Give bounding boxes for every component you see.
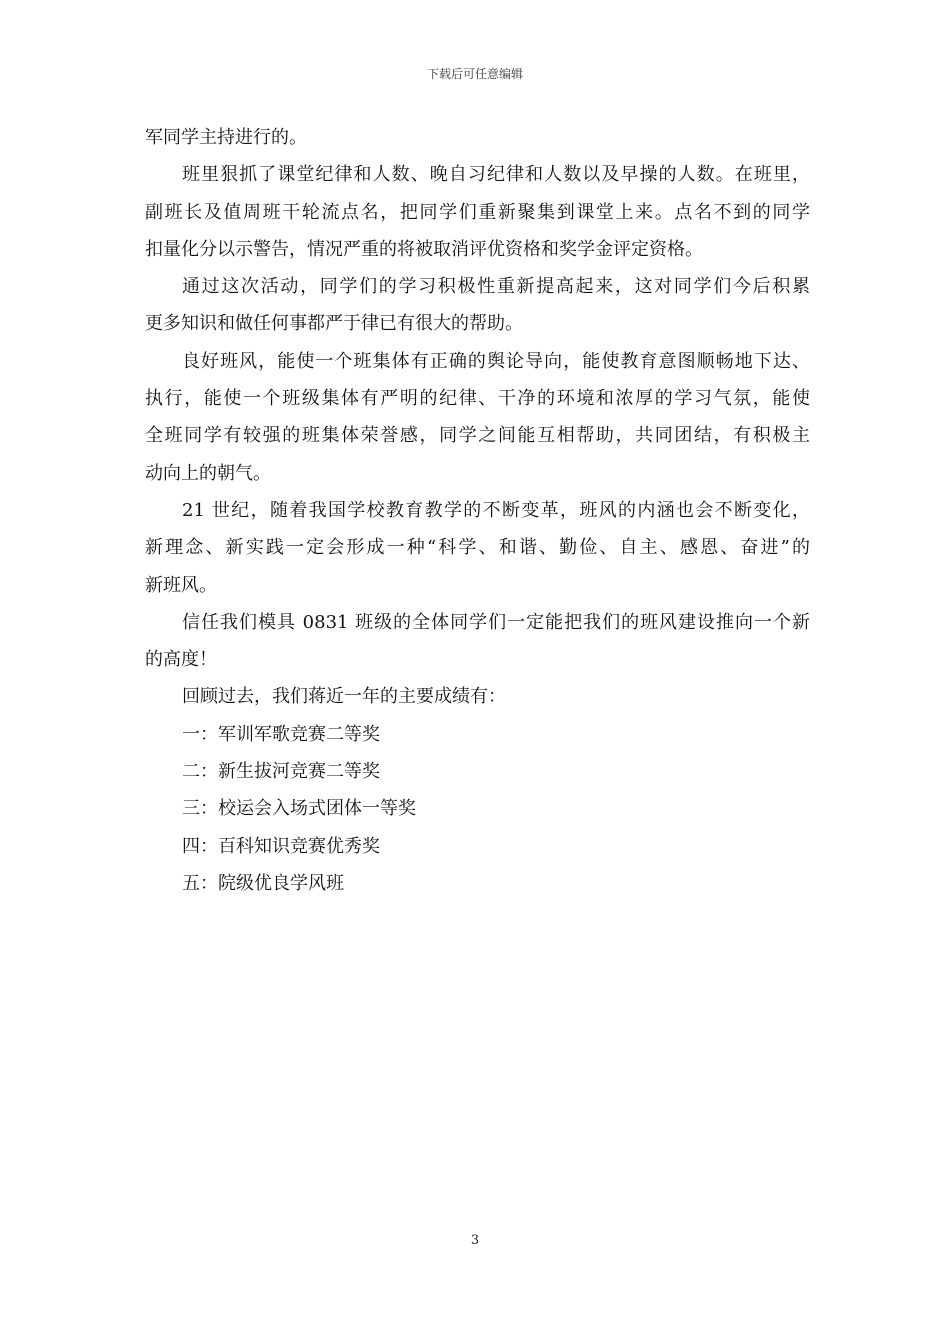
paragraph-line: 班里狠抓了课堂纪律和人数、晚自习纪律和人数以及早操的人数。在班里， bbox=[182, 164, 810, 186]
paragraph-line: 21 世纪，随着我国学校教育教学的不断变革，班风的内涵也会不断变化， bbox=[182, 499, 810, 521]
paragraph-line: 扣量化分以示警告，情况严重的将被取消评优资格和奖学金评定资格。 bbox=[145, 238, 703, 260]
paragraph-line: 通过这次活动，同学们的学习积极性重新提高起来，这对同学们今后积累 bbox=[182, 276, 810, 298]
paragraph-line: 执行，能使一个班级集体有严明的纪律、干净的环境和浓厚的学习气氛，能使 bbox=[145, 388, 810, 410]
achievement-item: 五：院级优良学风班 bbox=[182, 872, 344, 894]
document-body bbox=[145, 119, 810, 902]
achievement-item: 四：百科知识竞赛优秀奖 bbox=[182, 835, 380, 857]
paragraph-line: 的高度！ bbox=[145, 649, 217, 671]
paragraph-line: 回顾过去，我们蒋近一年的主要成绩有： bbox=[182, 686, 506, 708]
achievement-item: 三：校运会入场式团体一等奖 bbox=[182, 798, 416, 820]
paragraph-line: 更多知识和做任何事都严于律已有很大的帮助。 bbox=[145, 313, 523, 335]
page-number: 3 bbox=[470, 1233, 480, 1248]
achievement-item: 二：新生拔河竞赛二等奖 bbox=[182, 761, 380, 783]
paragraph-line: 信任我们模具 0831 班级的全体同学们一定能把我们的班风建设推向一个新 bbox=[182, 611, 810, 633]
paragraph-line: 全班同学有较强的班集体荣誉感，同学之间能互相帮助，共同团结，有积极主 bbox=[145, 425, 810, 447]
paragraph-line: 副班长及值周班干轮流点名，把同学们重新聚集到课堂上来。点名不到的同学 bbox=[145, 201, 810, 223]
paragraph-line: 良好班风，能使一个班集体有正确的舆论导向，能使教育意图顺畅地下达、 bbox=[182, 350, 810, 372]
paragraph-line: 动向上的朝气。 bbox=[145, 462, 271, 484]
header-note: 下载后可任意编辑 bbox=[426, 67, 523, 81]
paragraph-line: 新理念、新实践一定会形成一种“科学、和谐、勤俭、自主、感恩、奋进”的 bbox=[145, 537, 810, 559]
achievement-item: 一：军训军歌竞赛二等奖 bbox=[182, 723, 380, 745]
paragraph-line: 新班风。 bbox=[145, 574, 217, 596]
paragraph-line: 军同学主持进行的。 bbox=[145, 127, 307, 148]
